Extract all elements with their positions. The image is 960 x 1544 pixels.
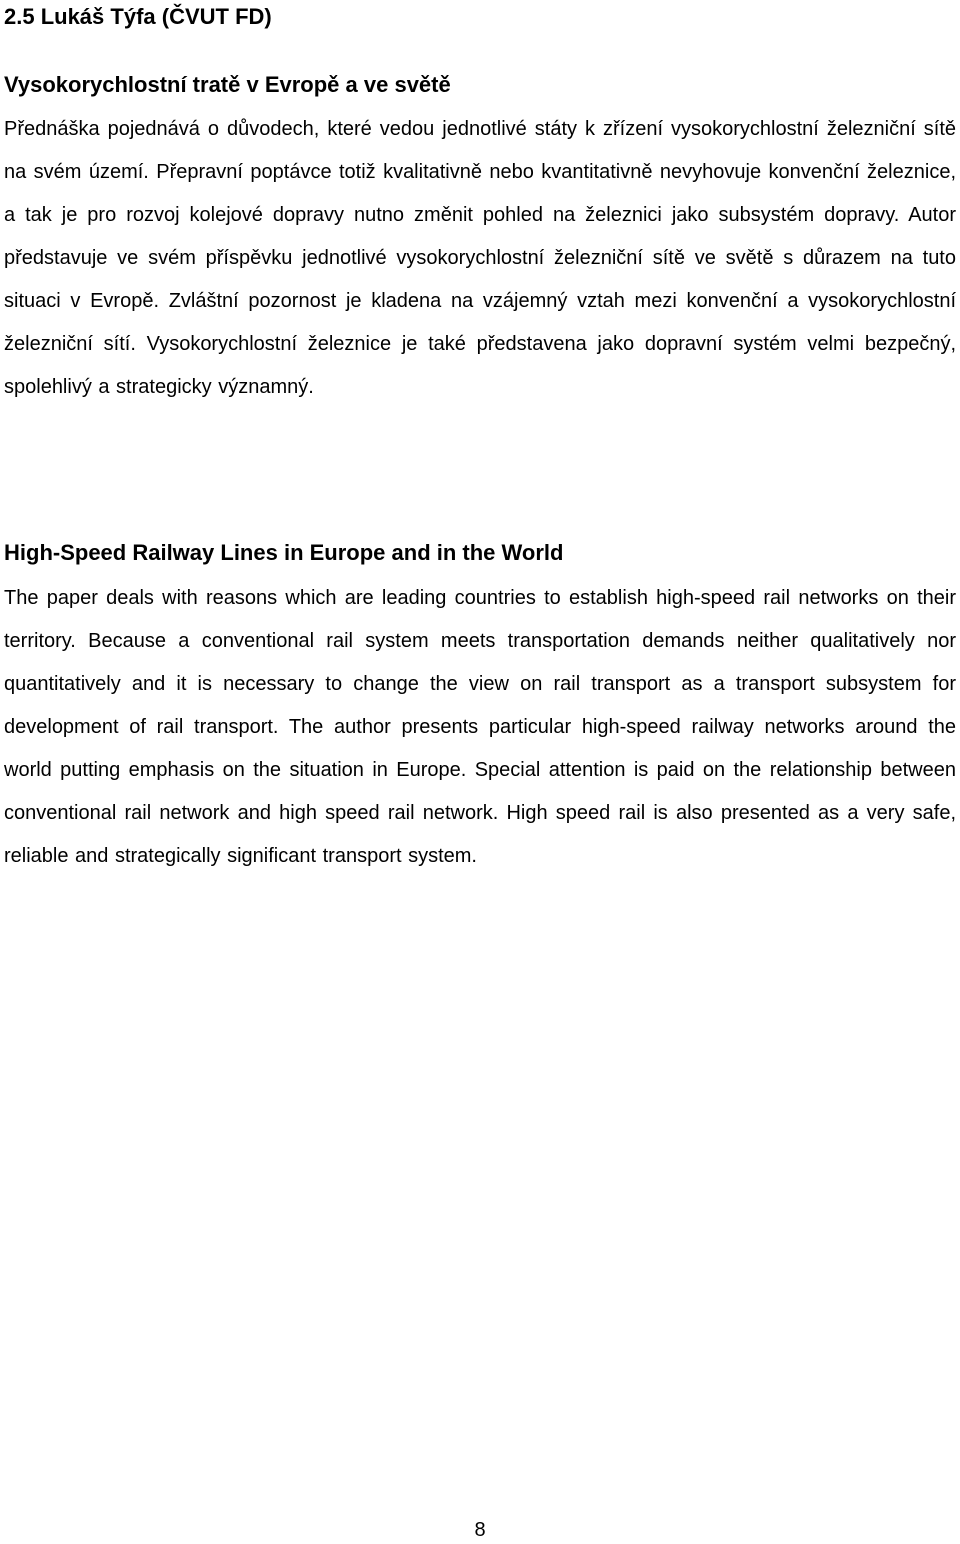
czech-abstract: Přednáška pojednává o důvodech, které vedou jednotlivé státy k zřízení vysokorychlostní železniční sítě na svém území. Přepravní poptávce totiž kvalitativně nebo kvantitativně nevyhovuje konvenční železnice, a tak je pro rozvoj kolejové dopravy nutno změnit pohled na železnici jako subsystém dopravy. Autor představuje ve svém příspěvku jednotlivé vysokorychlostní železniční sítě ve světě s důrazem na tuto situaci v Evropě. Zvláštní pozornost je kladena na vzájemný vztah mezi konvenční a vysokorychlostní železniční sítí. Vysokorychlostní železnice je také představena jako dopravní systém velmi bezpečný, spolehlivý a strategicky významný. [4, 118, 956, 398]
czech-title: Vysokorychlostní tratě v Evropě a ve světě [4, 72, 451, 97]
section-heading: 2.5 Lukáš Týfa (ČVUT FD) [4, 4, 272, 29]
english-abstract: The paper deals with reasons which are leading countries to establish high-speed rail networks on their territory. Because a conventional rail system meets transportation demands neither qualitatively nor quantitatively and it is necessary to change the view on rail transport as a transport subsystem for development of rail transport. The author presents particular high-speed railway networks around the world putting emphasis on the situation in Europe. Special attention is paid on the relationship between conventional rail network and high speed rail network. High speed rail is also presented as a very safe, reliable and strategically significant transport system. [4, 587, 956, 867]
english-title: High-Speed Railway Lines in Europe and in the World [4, 540, 564, 565]
page-number: 8 [474, 1519, 486, 1541]
